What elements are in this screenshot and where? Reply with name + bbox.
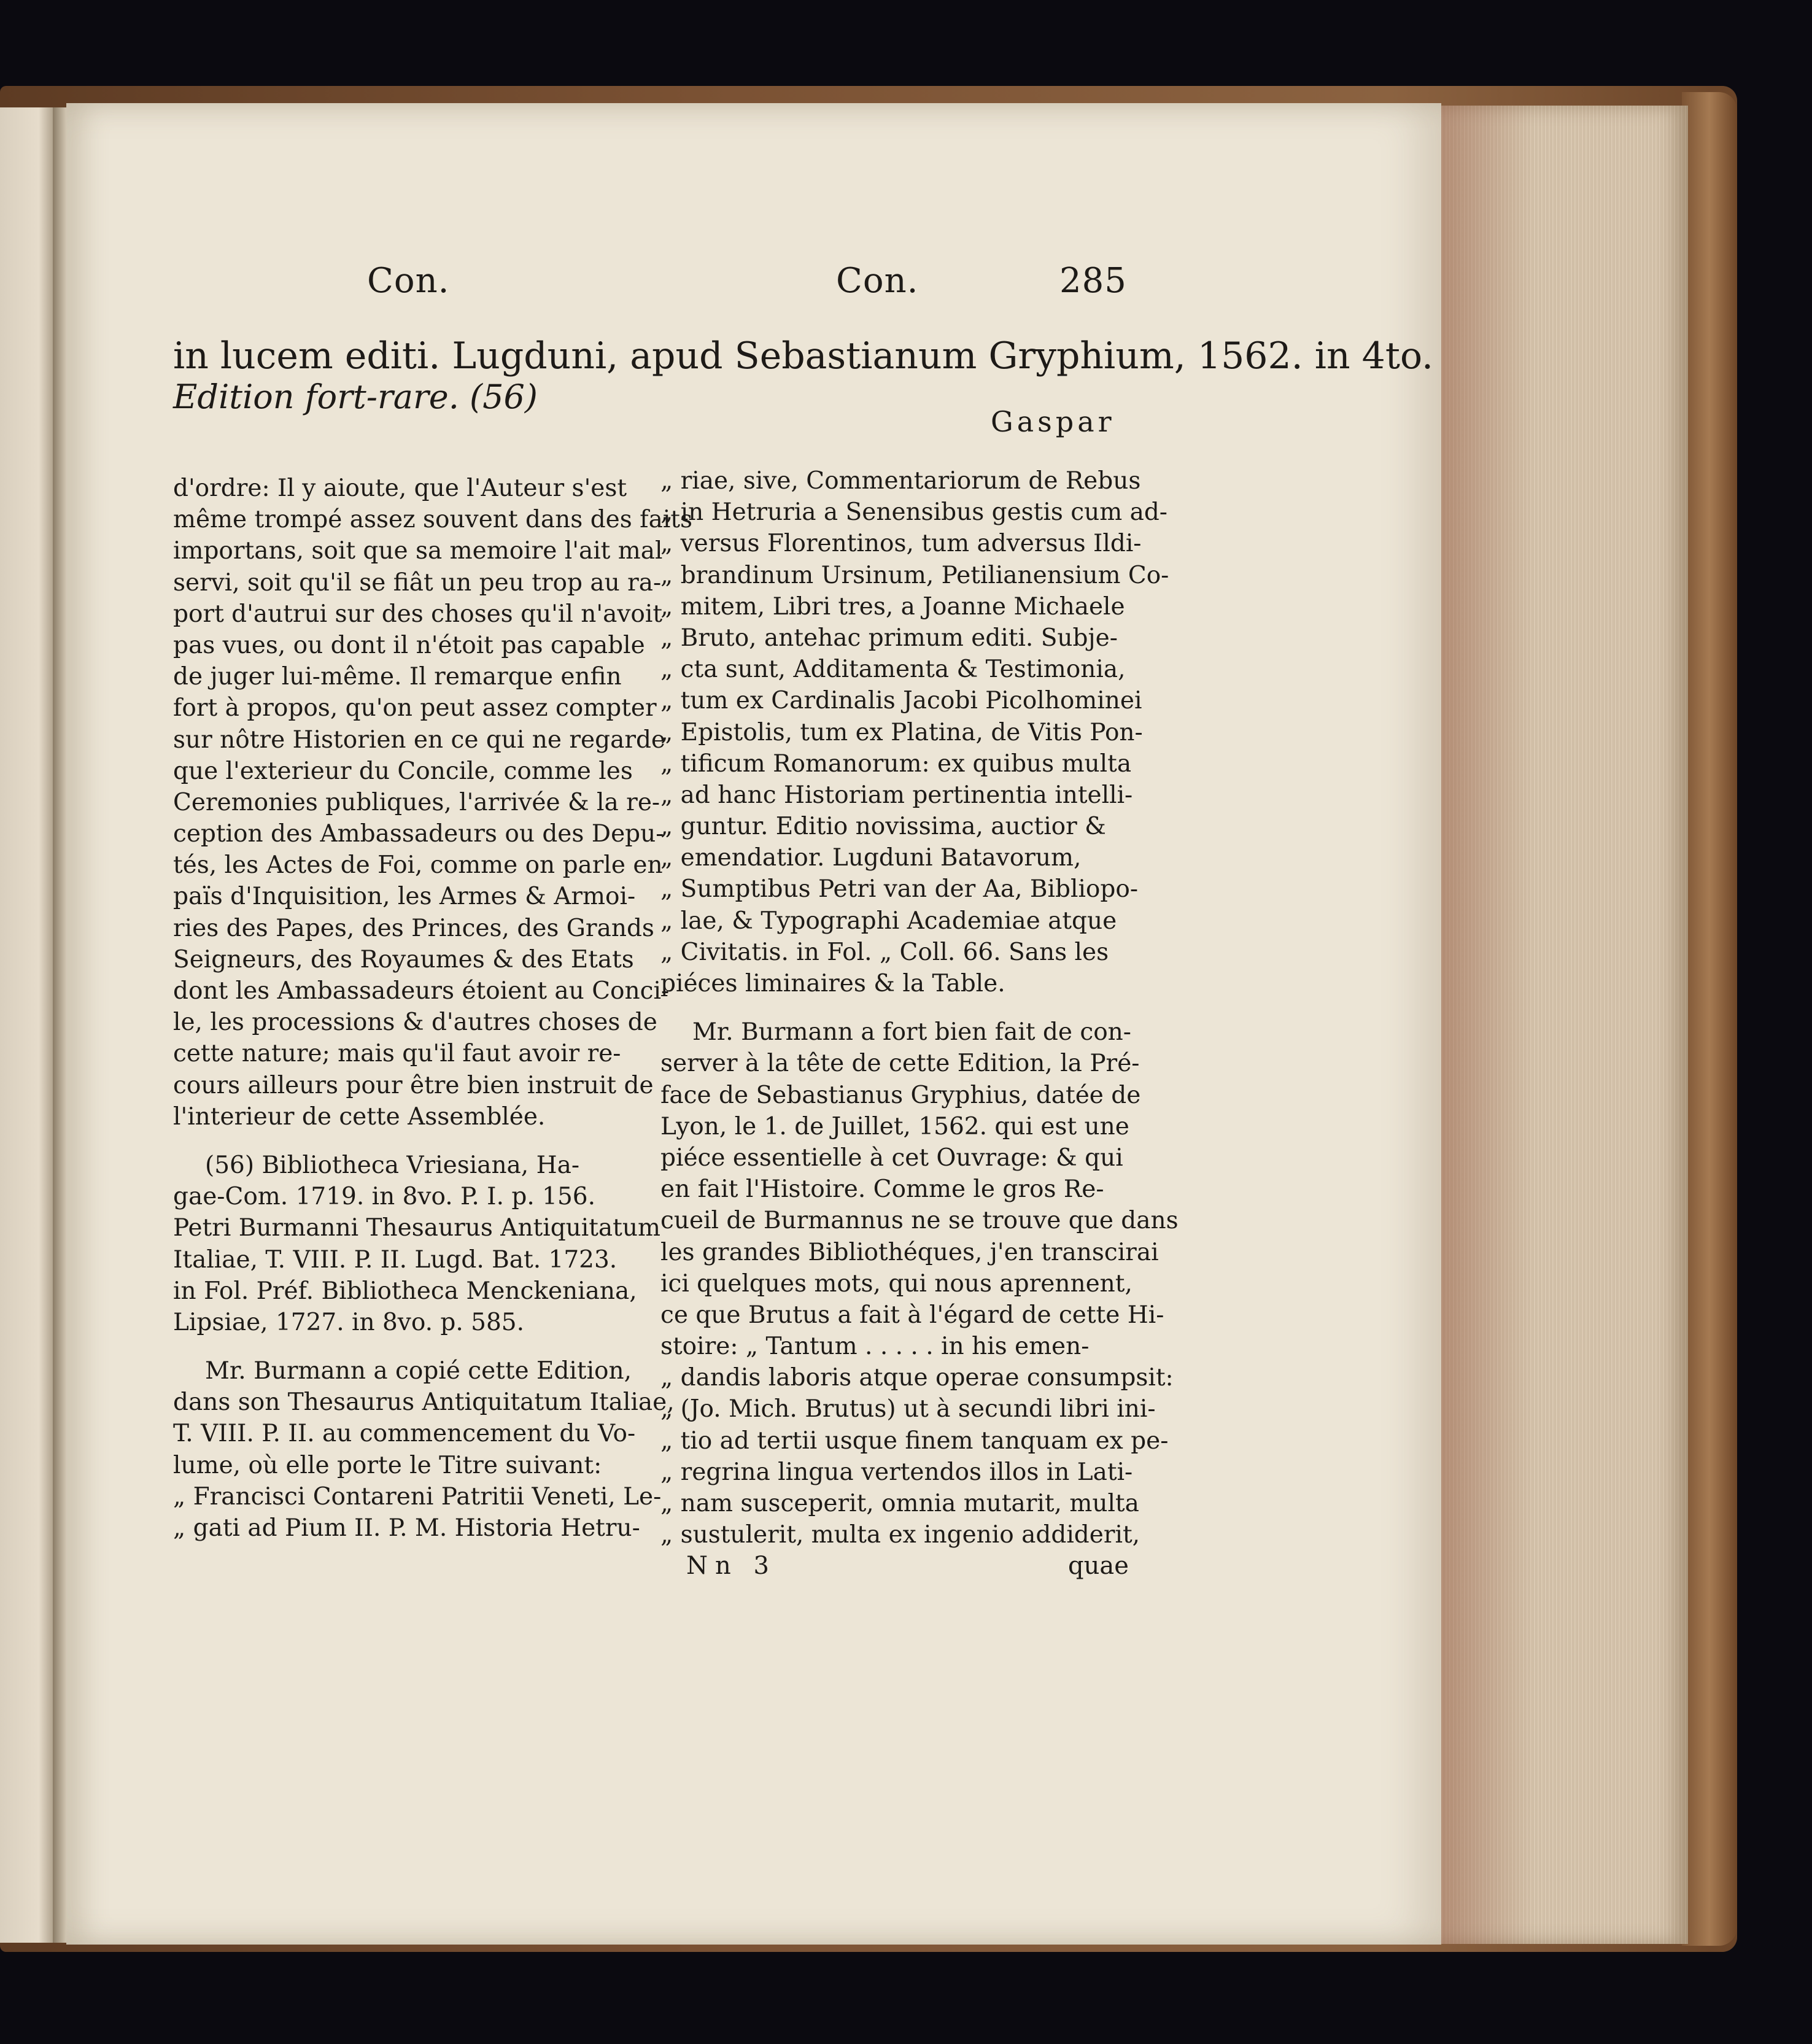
paragraph-gap — [660, 999, 1120, 1016]
text-line: server à la tête de cette Edition, la Pré- — [660, 1050, 1140, 1078]
text-line: „ mitem, Libri tres, a Joanne Michaele — [660, 592, 1125, 621]
text-line: „ in Hetruria a Senensibus gestis cum ad- — [660, 498, 1167, 527]
heading-line-2: Edition fort-rare. (56) — [173, 377, 538, 416]
book-gutter — [53, 107, 68, 1943]
text-line: même trompé assez souvent dans des faits — [173, 506, 693, 534]
left-column — [173, 473, 693, 1544]
text-line: port d'autrui sur des choses qu'il n'avoit — [173, 600, 662, 628]
text-line: sur nôtre Historien en ce qui ne regarde — [173, 726, 666, 754]
text-line: „ versus Florentinos, tum adversus Ildi- — [660, 530, 1142, 558]
text-line: cette nature; mais qu'il faut avoir re- — [173, 1040, 621, 1068]
text-line: piéce essentielle à cet Ouvrage: & qui — [660, 1144, 1123, 1172]
text-line: les grandes Bibliothéques, j'en transcirai — [660, 1238, 1159, 1266]
page-number: 285 — [1059, 261, 1127, 301]
text-line: „ nam susceperit, omnia mutarit, multa — [660, 1490, 1139, 1517]
text-line: Seigneurs, des Royaumes & des Etats — [173, 945, 634, 974]
text-line: de juger lui-même. Il remarque enfin — [173, 663, 622, 691]
fore-edge-shadow — [1436, 106, 1535, 1944]
running-head-left: Con. — [367, 261, 450, 301]
text-line: „ ad hanc Historiam pertinentia intelli- — [660, 781, 1133, 809]
text-line: „ brandinum Ursinum, Petilianensium Co- — [660, 561, 1169, 589]
text-line: fort à propos, qu'on peut assez compter — [173, 694, 657, 722]
text-line: dont les Ambassadeurs étoient au Conci- — [173, 977, 670, 1005]
paragraph-gap — [173, 1132, 632, 1150]
text-line: face de Sebastianus Gryphius, datée de — [660, 1081, 1141, 1109]
text-line: „ gati ad Pium II. P. M. Historia Hetru- — [173, 1514, 640, 1542]
footnote-line: (56) Bibliotheca Vriesiana, Ha- — [205, 1151, 580, 1179]
signature-mark: Nn 3 — [686, 1552, 776, 1580]
text-line: Mr. Burmann a copié cette Edition, — [205, 1357, 632, 1385]
text-line: ici quelques mots, qui nous aprennent, — [660, 1269, 1132, 1298]
text-line: „ Sumptibus Petri van der Aa, Bibliopo- — [660, 875, 1139, 904]
catchword: quae — [1068, 1552, 1129, 1580]
text-line: „ (Jo. Mich. Brutus) ut à secundi libri ini- — [660, 1395, 1156, 1423]
text-line: „ Epistolis, tum ex Platina, de Vitis Pon- — [660, 718, 1143, 746]
text-line: „ Francisci Contareni Patritii Veneti, Le- — [173, 1482, 662, 1511]
footnote-line: Italiae, T. VIII. P. II. Lugd. Bat. 1723. — [173, 1245, 618, 1274]
text-line: d'ordre: Il y aioute, que l'Auteur s'est — [173, 474, 627, 502]
text-line: cours ailleurs pour être bien instruit de — [173, 1071, 654, 1099]
text-line: servi, soit qu'il se fiât un peu trop au ra- — [173, 568, 662, 597]
text-line: tés, les Actes de Foi, comme on parle en — [173, 851, 663, 880]
text-line: ce que Brutus a fait à l'égard de cette Hi- — [660, 1301, 1164, 1329]
text-line: le, les processions & d'autres choses de — [173, 1008, 657, 1037]
text-line: „ guntur. Editio novissima, auctior & — [660, 813, 1106, 841]
text-line: Lyon, le 1. de Juillet, 1562. qui est une — [660, 1112, 1129, 1140]
running-head-center: Con. — [836, 261, 919, 301]
text-line: „ riae, sive, Commentariorum de Rebus — [660, 467, 1141, 495]
text-line: „ tio ad tertii usque finem tanquam ex pe- — [660, 1427, 1169, 1455]
text-line: „ tum ex Cardinalis Jacobi Picolhominei — [660, 687, 1142, 715]
footnote-line: Lipsiae, 1727. in 8vo. p. 585. — [173, 1308, 525, 1336]
text-line: ception des Ambassadeurs ou des Depu- — [173, 820, 664, 848]
text-line: „ cta sunt, Additamenta & Testimonia, — [660, 656, 1126, 684]
text-line: „ Civitatis. in Fol. „ Coll. 66. Sans les — [660, 938, 1109, 966]
footnote-line: in Fol. Préf. Bibliotheca Menckeniana, — [173, 1277, 637, 1305]
text-line: pas vues, ou dont il n'étoit pas capable — [173, 631, 645, 659]
text-line: païs d'Inquisition, les Armes & Armoi- — [173, 883, 636, 911]
text-line: T. VIII. P. II. au commencement du Vo- — [173, 1420, 636, 1448]
footnote-line: gae-Com. 1719. in 8vo. P. I. p. 156. — [173, 1183, 595, 1211]
text-line: „ lae, & Typographi Academiae atque — [660, 907, 1117, 935]
text-line: dans son Thesaurus Antiquitatum Italiae, — [173, 1388, 675, 1417]
text-line: „ tificum Romanorum: ex quibus multa — [660, 749, 1132, 778]
text-line: piéces liminaires & la Table. — [660, 970, 1005, 997]
paragraph-gap — [173, 1338, 632, 1355]
text-line: lume, où elle porte le Titre suivant: — [173, 1451, 602, 1479]
catch-heading: Gaspar — [991, 405, 1115, 438]
text-line: Mr. Burmann a fort bien fait de con- — [692, 1018, 1131, 1047]
text-line: „ dandis laboris atque operae consumpsit: — [660, 1364, 1174, 1392]
text-line: „ emendatior. Lugduni Batavorum, — [660, 844, 1082, 872]
facing-page-edge — [0, 107, 55, 1943]
footnote-line: Petri Burmanni Thesaurus Antiquitatum — [173, 1214, 660, 1242]
text-line: ries des Papes, des Princes, des Grands — [173, 914, 654, 942]
right-column — [660, 465, 1179, 1550]
text-line: que l'exterieur du Concile, comme les — [173, 757, 633, 785]
text-line: „ regrina lingua vertendos illos in Lati- — [660, 1458, 1133, 1486]
text-line: stoire: „ Tantum . . . . . in his emen- — [660, 1333, 1090, 1361]
text-line: cueil de Burmannus ne se trouve que dans — [660, 1207, 1179, 1235]
text-line: „ Bruto, antehac primum editi. Subje- — [660, 624, 1118, 652]
text-line: en fait l'Histoire. Comme le gros Re- — [660, 1175, 1104, 1204]
cover-edge — [1682, 92, 1737, 1946]
heading-line-1: in lucem editi. Lugduni, apud Sebastianum Gryphium, 1562. in 4to. — [173, 335, 1434, 377]
text-line: l'interieur de cette Assemblée. — [173, 1102, 546, 1131]
text-line: „ sustulerit, multa ex ingenio addiderit, — [660, 1521, 1140, 1549]
text-line: Ceremonies publiques, l'arrivée & la re- — [173, 788, 660, 816]
text-line: importans, soit que sa memoire l'ait mal — [173, 537, 663, 565]
